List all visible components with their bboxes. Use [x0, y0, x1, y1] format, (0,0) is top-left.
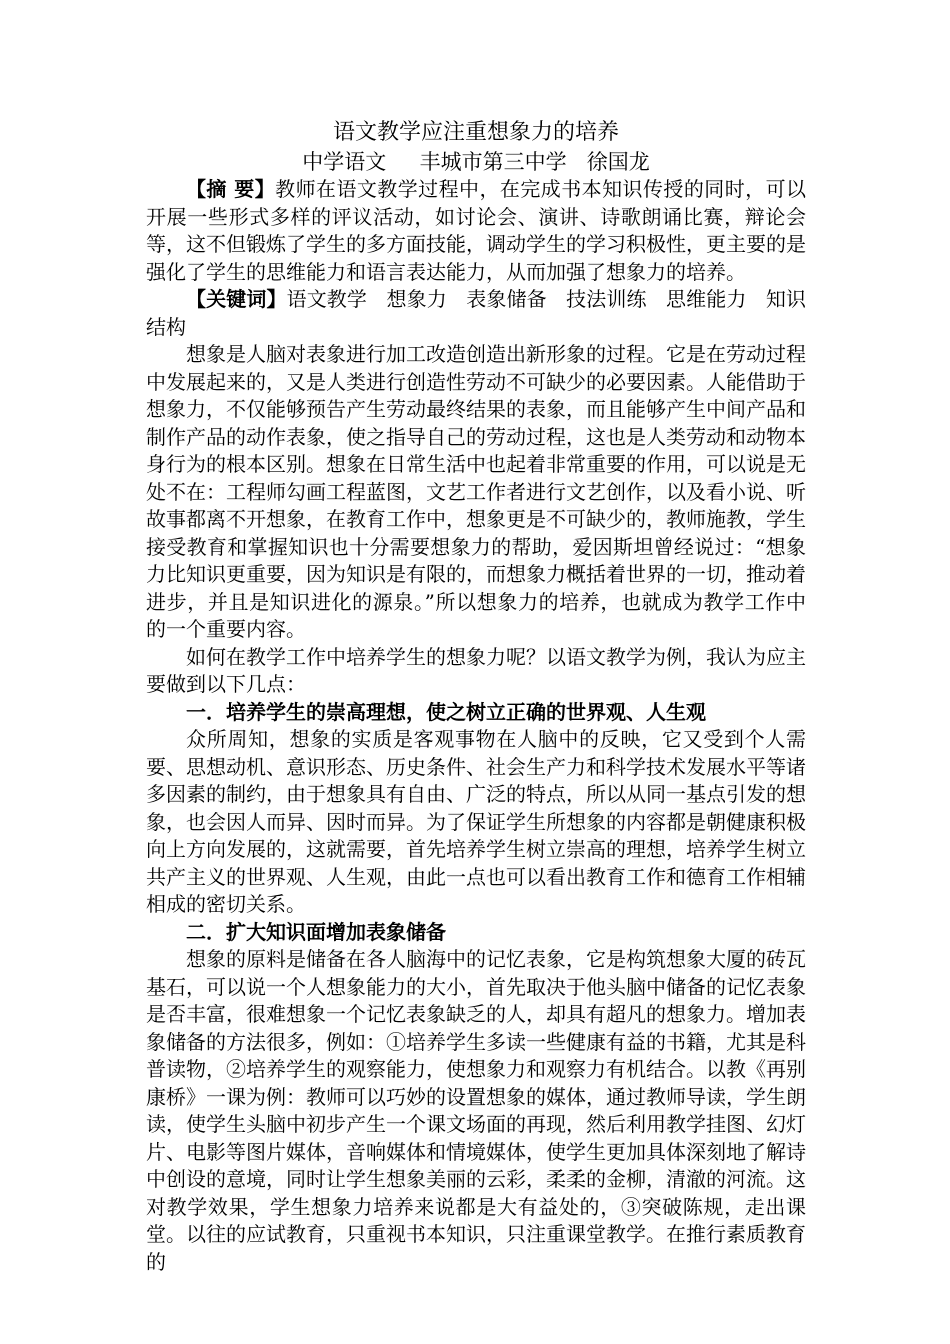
document-page [146, 118, 806, 1276]
abstract-paragraph [146, 176, 806, 286]
section-body-2: 想象的原料是储备在各人脑海中的记忆表象，它是构筑想象大厦的砖瓦基石，可以说一个人想象能力的大小，首先取决于他头脑中储备的记忆表象是否丰富，很难想象一个记忆表象缺乏的人，却具有超凡的想象力。增加表象储备的方法很多，例如：①培养学生多读一些健康有益的书籍，尤其是科普读物，②培养学生的观察能力，使想象力和观察力有机结合。以教《再别康桥》一课为例：教师可以巧妙的设置想象的媒体，通过教师导读，学生朗读，使学生头脑中初步产生一个课文场面的再现，然后利用教学挂图、幻灯片、电影等图片媒体，音响媒体和情境媒体，使学生更加具体深刻地了解诗中创设的意境，同时让学生想象美丽的云彩，柔柔的金柳，清澈的河流。这对教学效果，学生想象力培养来说都是大有益处的，③突破陈规，走出课堂。以往的应试教育，只重视书本知识，只注重课堂教学。在推行素质教育的 [146, 947, 806, 1274]
intro-paragraph: 想象是人脑对表象进行加工改造创造出新形象的过程。它是在劳动过程中发展起来的，又是人类进行创造性劳动不可缺少的必要因素。人能借助于想象力，不仅能够预告产生劳动最终结果的表象，而且能够产生中间产品和制作产品的动作表象，使之指导自己的劳动过程，这也是人类劳动和动物本身行为的根本区别。想象在日常生活中也起着非常重要的作用，可以说是无处不在：工程师勾画工程蓝图，文艺工作者进行文艺创作，以及看小说、听故事都离不开想象，在教育工作中，想象更是不可缺少的，教师施教，学生接受教育和掌握知识也十分需要想象力的帮助，爱因斯坦曾经说过：“想象力比知识更重要，因为知识是有限的，而想象力概括着世界的一切，推动着进步，并且是知识进化的源泉。”所以想象力的培养，也就成为教学工作中的一个重要内容。 [146, 342, 806, 641]
section-body-1: 众所周知，想象的实质是客观事物在人脑中的反映，它又受到个人需要、思想动机、意识形态、历史条件、社会生产力和科学技术发展水平等诸多因素的制约，由于想象具有自由、广泛的特点，所以从同一基点引发的想象，也会因人而异、因时而异。为了保证学生所想象的内容都是朝健康积极向上方向发展的，这就需要，首先培养学生树立崇高的理想，培养学生树立共产主义的世界观、人生观，由此一点也可以看出教育工作和德育工作相辅相成的密切关系。 [146, 727, 806, 916]
section-heading-2: 二．扩大知识面增加表象储备 [186, 919, 446, 944]
question-paragraph: 如何在教学工作中培养学生的想象力呢？以语文教学为例，我认为应主要做到以下几点： [146, 644, 806, 696]
section-heading-1: 一．培养学生的崇高理想，使之树立正确的世界观、人生观 [186, 699, 706, 724]
keywords-label: 【关键词】 [186, 287, 287, 311]
keywords-text: 语文教学 想象力 表象储备 技法训练 思维能力 知识结构 [146, 287, 806, 339]
abstract-text: 教师在语文教学过程中，在完成书本知识传授的同时，可以开展一些形式多样的评议活动，如讨论会、演讲、诗歌朗诵比赛，辩论会等，这不但锻炼了学生的多方面技能，调动学生的学习积极性，更主要的是强化了学生的思维能力和语言表达能力，从而加强了想象力的培养。 [146, 177, 806, 284]
document-title: 语文教学应注重想象力的培养 [332, 120, 619, 145]
author-byline: 中学语文 丰城市第三中学 徐国龙 [302, 150, 650, 174]
abstract-label: 【摘 要】 [186, 177, 276, 201]
keywords-paragraph [146, 286, 806, 341]
